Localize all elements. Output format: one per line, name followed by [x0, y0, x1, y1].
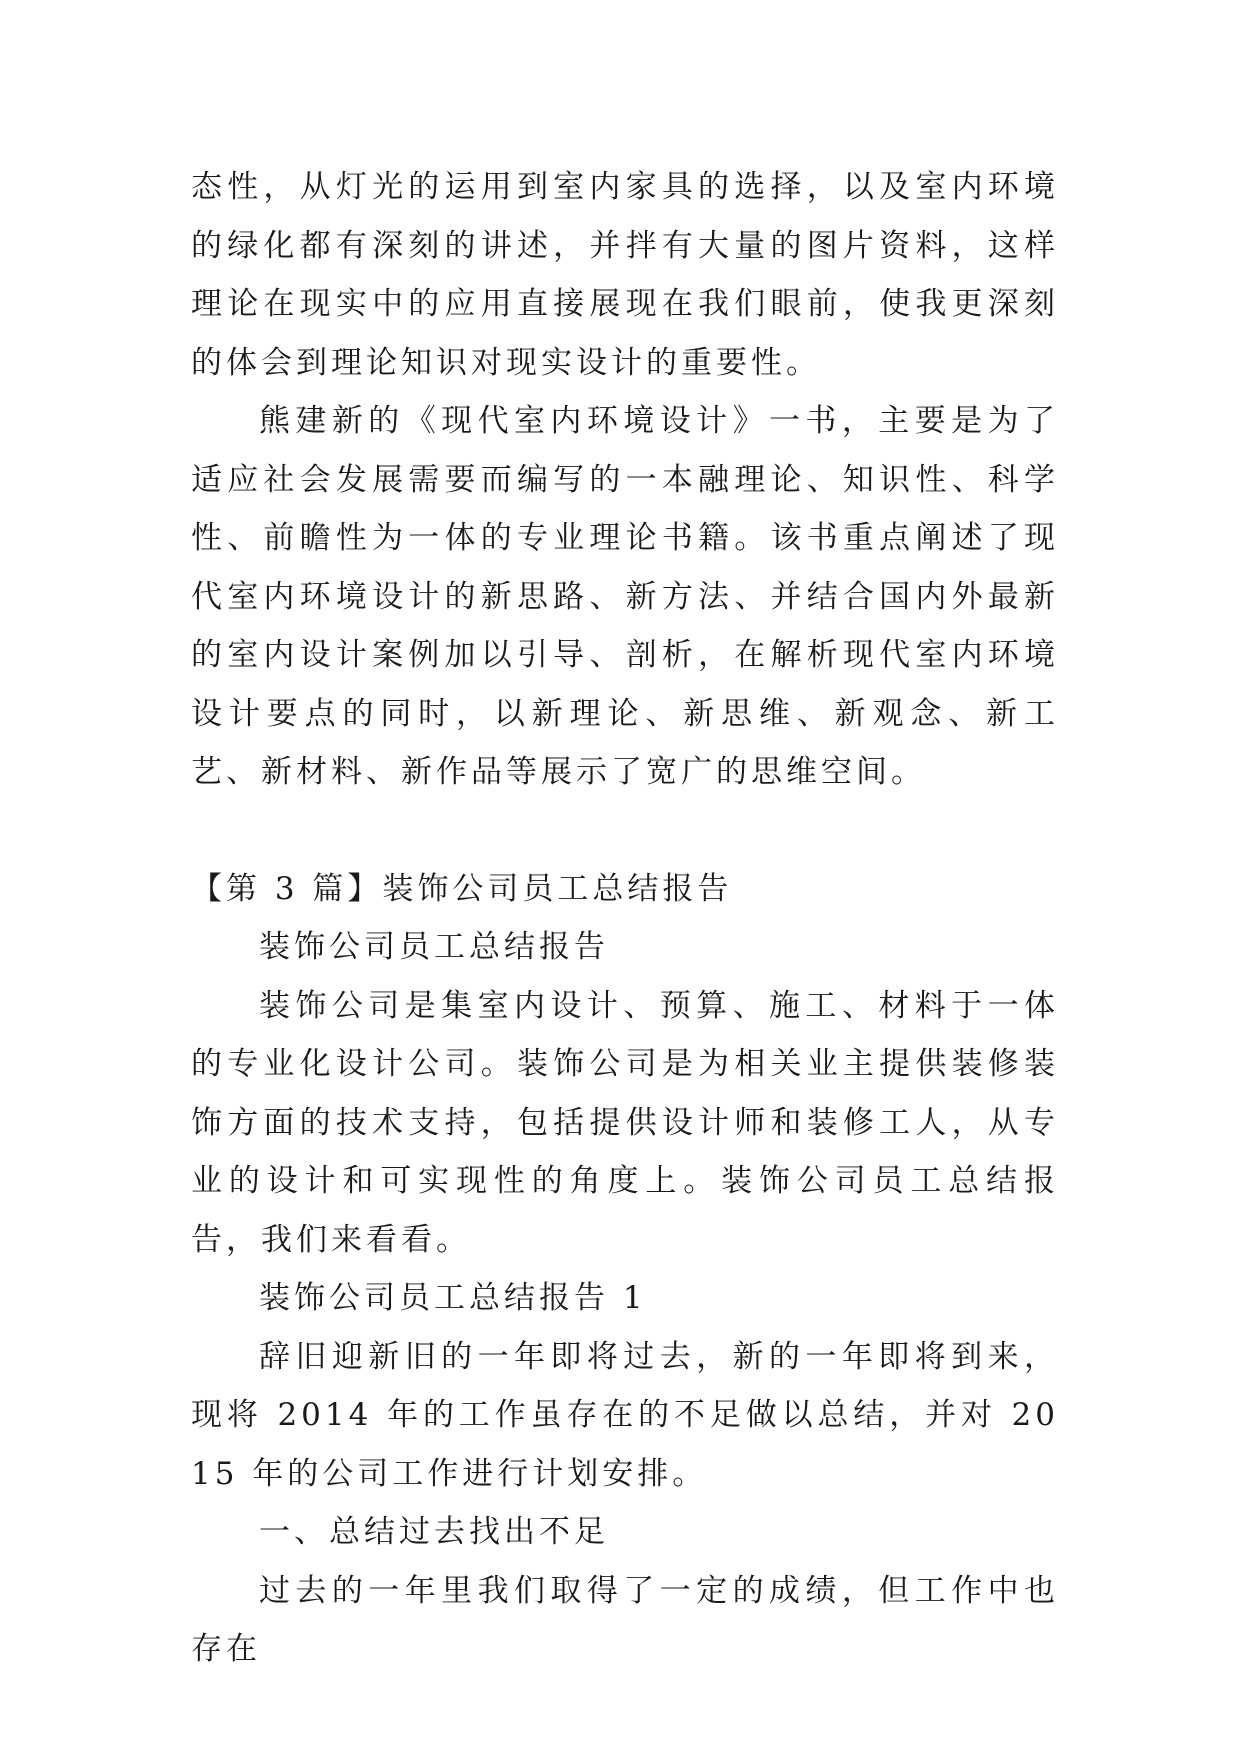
subheading-summary: 一、总结过去找出不足 [259, 1514, 609, 1550]
report-1-title: 装饰公司员工总结报告 1 [259, 1280, 647, 1316]
paragraph-book-review: 熊建新的《现代室内环境设计》一书，主要是为了适应社会发展需要而编写的一本融理论、知识性、科学性、前瞻性为一体的专业理论书籍。该书重点阐述了现代室内环境设计的新思路、新方法、并结合国内外最新的室内设计案例加以引导、剖析，在解析现代室内环境设计要点的同时，以新理论、新思维、新观念、新工艺、新材料、新作品等展示了宽广的思维空间。 [191, 403, 1059, 790]
document-body [191, 158, 1059, 1679]
paragraph-report-1-body: 过去的一年里我们取得了一定的成绩，但工作中也存在 [191, 1572, 1059, 1667]
report-title: 装饰公司员工总结报告 [259, 929, 609, 965]
paragraph-continuation: 态性，从灯光的运用到室内家具的选择，以及室内环境的绿化都有深刻的讲述，并拌有大量的图片资料，这样理论在现实中的应用直接展现在我们眼前，使我更深刻的体会到理论知识对现实设计的重要性。 [191, 169, 1059, 381]
paragraph-report-1-intro: 辞旧迎新旧的一年即将过去，新的一年即将到来，现将 2014 年的工作虽存在的不足做以总结，并对 2015 年的公司工作进行计划安排。 [191, 1338, 1059, 1492]
section-heading: 【第 3 篇】装饰公司员工总结报告 [191, 870, 733, 907]
paragraph-company-intro: 装饰公司是集室内设计、预算、施工、材料于一体的专业化设计公司。装饰公司是为相关业主提供装修装饰方面的技术支持，包括提供设计师和装修工人，从专业的设计和可实现性的角度上。装饰公司员工总结报告，我们来看看。 [191, 987, 1059, 1258]
